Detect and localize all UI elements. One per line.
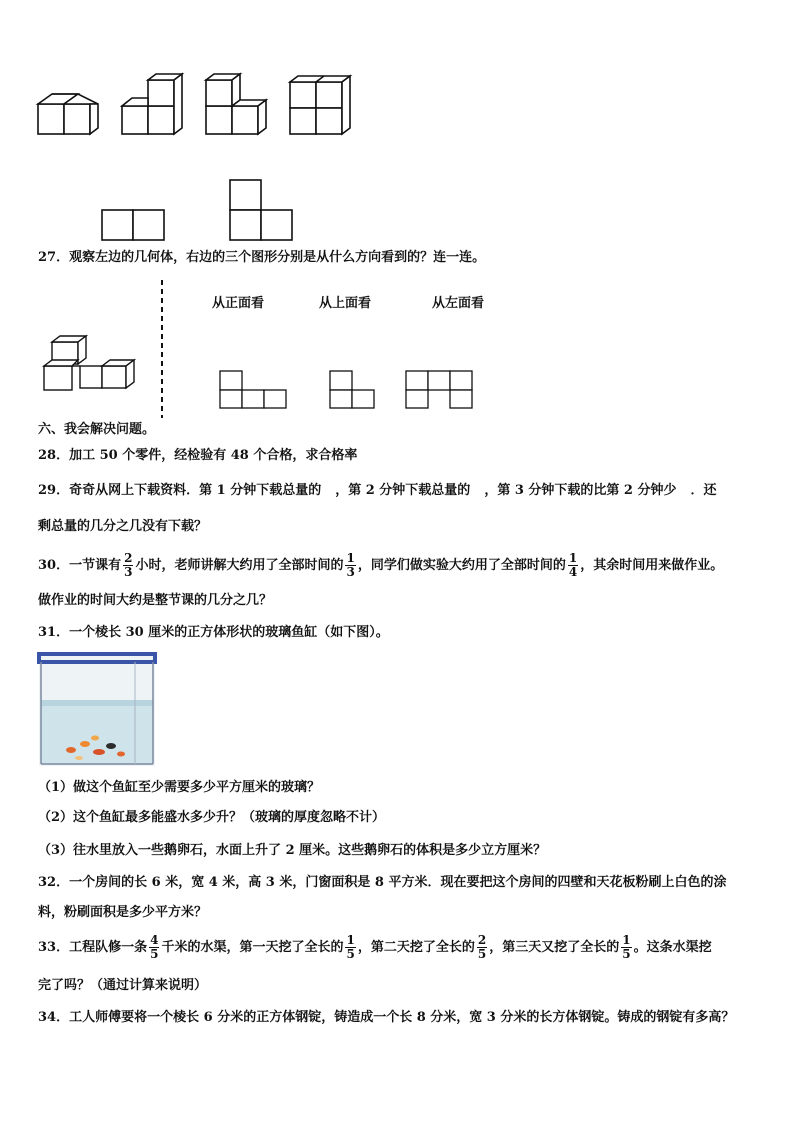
fraction-numerator: 1 — [346, 551, 355, 565]
q31-text: 31．一个棱长 30 厘米的正方体形状的玻璃鱼缸（如下图）。 — [38, 625, 389, 640]
cube-solid-4 — [290, 76, 350, 134]
q27-prompt: 27．观察左边的几何体，右边的三个图形分别是从什么方向看到的？连一连。 — [38, 250, 486, 265]
fraction-4-5 — [149, 934, 159, 961]
fraction-denominator: 3 — [124, 565, 133, 579]
fraction-1-5 — [345, 934, 355, 961]
q33-line2: 完了吗？（通过计算来说明） — [38, 978, 208, 993]
q34-text: 34．工人师傅要将一个棱长 6 分米的正方体钢锭，铸造成一个长 8 分米，宽 3 分米的长方体钢锭。铸成的钢锭有多高？ — [38, 1010, 735, 1025]
q31-sub2: （2）这个鱼缸最多能盛水多少升？（玻璃的厚度忽略不计） — [38, 810, 386, 825]
q32-line2: 料，粉刷面积是多少平方米？ — [38, 905, 208, 920]
q31-sub1: （1）做这个鱼缸至少需要多少平方厘米的玻璃？ — [38, 780, 321, 795]
label-left-view: 从左面看 — [432, 296, 485, 311]
fraction-2-5 — [477, 934, 487, 961]
q28-text: 28．加工 50 个零件，经检验有 48 个合格，求合格率 — [38, 448, 358, 463]
q33-part2: 千米的水渠，第一天挖了全长的 — [161, 940, 344, 955]
q30-part2: 小时，老师讲解大约用了全部时间的 — [135, 558, 344, 573]
fraction-denominator: 5 — [477, 947, 487, 961]
fraction-numerator: 2 — [477, 933, 487, 947]
fraction-denominator: 4 — [568, 565, 578, 579]
q29-line2: 剩总量的几分之几没有下载？ — [38, 519, 208, 534]
cube-solid-3 — [206, 74, 266, 134]
q32-line1: 32．一个房间的长 6 米，宽 4 米，高 3 米，门窗面积是 8 平方米．现在要把这个房间的四壁和天花板粉刷上白色的涂 — [38, 875, 727, 890]
fish-tank-image — [37, 648, 157, 768]
fraction-numerator: 1 — [346, 933, 355, 947]
fraction-denominator: 5 — [622, 947, 631, 961]
q33-part3: ，第二天挖了全长的 — [357, 940, 475, 955]
q30-part4: ，其余时间用来做作业。 — [580, 558, 724, 573]
q31-sub3: （3）往水里放入一些鹅卵石，水面上升了 2 厘米。这些鹅卵石的体积是多少立方厘米？ — [38, 843, 547, 858]
q30-part3: ，同学们做实验大约用了全部时间的 — [357, 558, 566, 573]
cube-solid-2 — [122, 74, 182, 134]
q30-part1: 30．一节课有 — [38, 558, 122, 573]
q27-views — [0, 368, 794, 412]
q29-part4: ．还 — [690, 483, 717, 498]
fraction-1-3 — [345, 552, 355, 579]
q29-part3: ，第 3 分钟下载的比第 2 分钟少 — [484, 483, 677, 498]
label-front-view: 从正面看 — [212, 296, 265, 311]
fraction-denominator: 5 — [150, 947, 159, 961]
fraction-denominator: 3 — [346, 565, 355, 579]
label-top-view: 从上面看 — [319, 296, 372, 311]
fraction-numerator: 1 — [568, 551, 578, 565]
q33-part4: ，第三天又挖了全长的 — [489, 940, 620, 955]
top-cube-solids — [0, 0, 794, 140]
q33-line1 — [38, 934, 712, 962]
q29-line1 — [38, 481, 717, 501]
cube-solid-1 — [38, 94, 98, 134]
q29-part2: ，第 2 分钟下载总量的 — [335, 483, 471, 498]
view-shapes-top — [0, 170, 400, 250]
fraction-numerator: 1 — [622, 933, 631, 947]
q33-part1: 33．工程队修一条 — [38, 940, 148, 955]
fraction-denominator: 5 — [346, 947, 355, 961]
fraction-1-5 — [621, 934, 631, 961]
fraction-1-4 — [568, 552, 578, 579]
q30-line2: 做作业的时间大约是整节课的几分之几？ — [38, 593, 273, 608]
q29-part1: 29．奇奇从网上下载资料．第 1 分钟下载总量的 — [38, 483, 322, 498]
q30-line1 — [38, 552, 723, 580]
q33-part5: 。这条水渠挖 — [633, 940, 712, 955]
fraction-numerator: 2 — [124, 551, 133, 565]
fraction-numerator: 4 — [150, 933, 159, 947]
section-6-title: 六、我会解决问题。 — [38, 422, 156, 437]
fraction-2-3 — [123, 552, 133, 579]
